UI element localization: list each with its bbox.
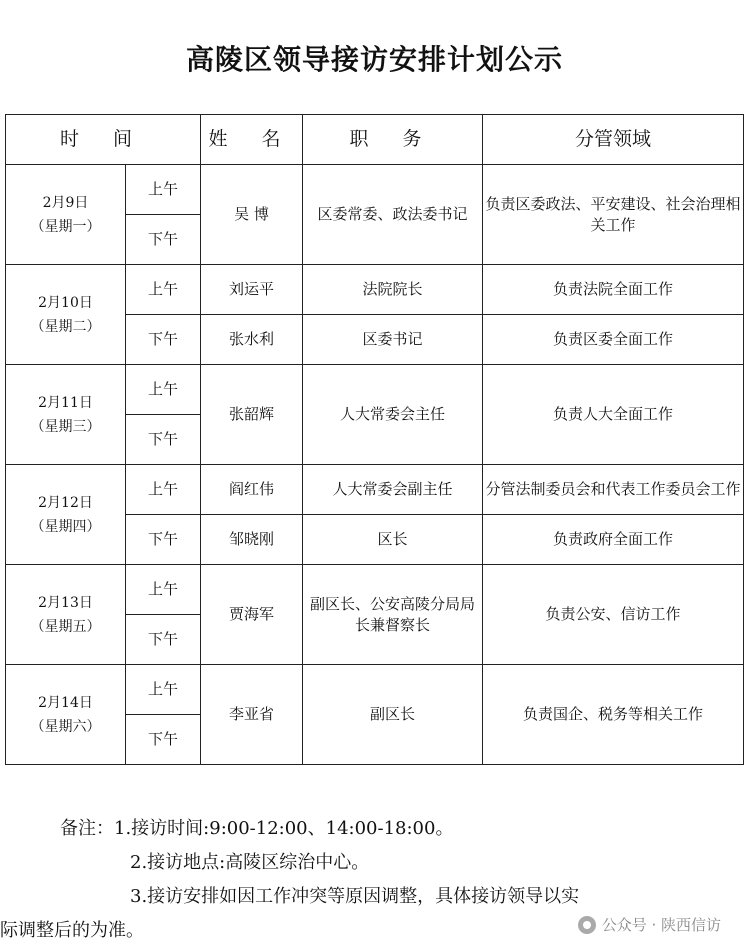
am-cell: 上午 [126,365,201,415]
table-row [6,665,744,715]
area-cell: 负责区委政法、平安建设、社会治理相关工作 [483,165,744,265]
date-cell: 2月14日 （星期六） [6,665,126,765]
date-cell: 2月12日 （星期四） [6,465,126,565]
table-row [6,365,744,415]
am-cell: 上午 [126,165,201,215]
am-cell: 上午 [126,465,201,515]
name-cell: 张水利 [201,315,303,365]
area-cell: 负责国企、税务等相关工作 [483,665,744,765]
page-title: 高陵区领导接访安排计划公示 [185,43,563,76]
position-cell: 法院院长 [303,265,483,315]
table-row [6,565,744,615]
pm-cell: 下午 [126,615,201,665]
area-cell: 负责区委全面工作 [483,315,744,365]
position-cell: 副区长、公安高陵分局局长兼督察长 [303,565,483,665]
date-cell: 2月10日 （星期二） [6,265,126,365]
am-cell: 上午 [126,565,201,615]
area-cell: 负责人大全面工作 [483,365,744,465]
name-cell: 阎红伟 [201,465,303,515]
position-cell: 区委书记 [303,315,483,365]
pm-cell: 下午 [126,415,201,465]
position-cell: 区长 [303,515,483,565]
area-cell: 负责公安、信访工作 [483,565,744,665]
name-cell: 刘运平 [201,265,303,315]
pm-cell: 下午 [126,215,201,265]
note-2: 2.接访地点:高陵区综治中心。 [130,852,370,873]
table-row [6,165,744,215]
name-cell: 吴 博 [201,165,303,265]
header-position: 职 务 [303,115,483,165]
date-cell: 2月9日 （星期一） [6,165,126,265]
note-3-cont: 际调整后的为准。 [0,920,144,941]
area-cell: 负责政府全面工作 [483,515,744,565]
date-cell: 2月13日 （星期五） [6,565,126,665]
am-cell: 上午 [126,665,201,715]
header-name: 姓 名 [201,115,303,165]
pm-cell: 下午 [126,315,201,365]
note-1: 1.接访时间:9:00-12:00、14:00-18:00。 [114,818,454,839]
notes [0,812,580,948]
note-3: 3.接访安排如因工作冲突等原因调整，具体接访领导以实 [130,886,580,907]
watermark-text: 公众号 · 陕西信访 [601,916,721,934]
date-cell: 2月11日 （星期三） [6,365,126,465]
name-cell: 邹晓刚 [201,515,303,565]
position-cell: 人大常委会主任 [303,365,483,465]
pm-cell: 下午 [126,515,201,565]
name-cell: 贾海军 [201,565,303,665]
table-row [6,265,744,315]
header-time: 时 间 [6,115,201,165]
table-header-row [6,115,744,165]
position-cell: 区委常委、政法委书记 [303,165,483,265]
wechat-icon [578,916,596,934]
am-cell: 上午 [126,265,201,315]
schedule-table [5,114,744,765]
name-cell: 张韶辉 [201,365,303,465]
name-cell: 李亚省 [201,665,303,765]
area-cell: 负责法院全面工作 [483,265,744,315]
watermark [578,914,721,935]
area-cell: 分管法制委员会和代表工作委员会工作 [483,465,744,515]
table-row [6,465,744,515]
header-area: 分管领域 [483,115,744,165]
position-cell: 人大常委会副主任 [303,465,483,515]
position-cell: 副区长 [303,665,483,765]
pm-cell: 下午 [126,715,201,765]
notes-label: 备注： [60,818,114,839]
